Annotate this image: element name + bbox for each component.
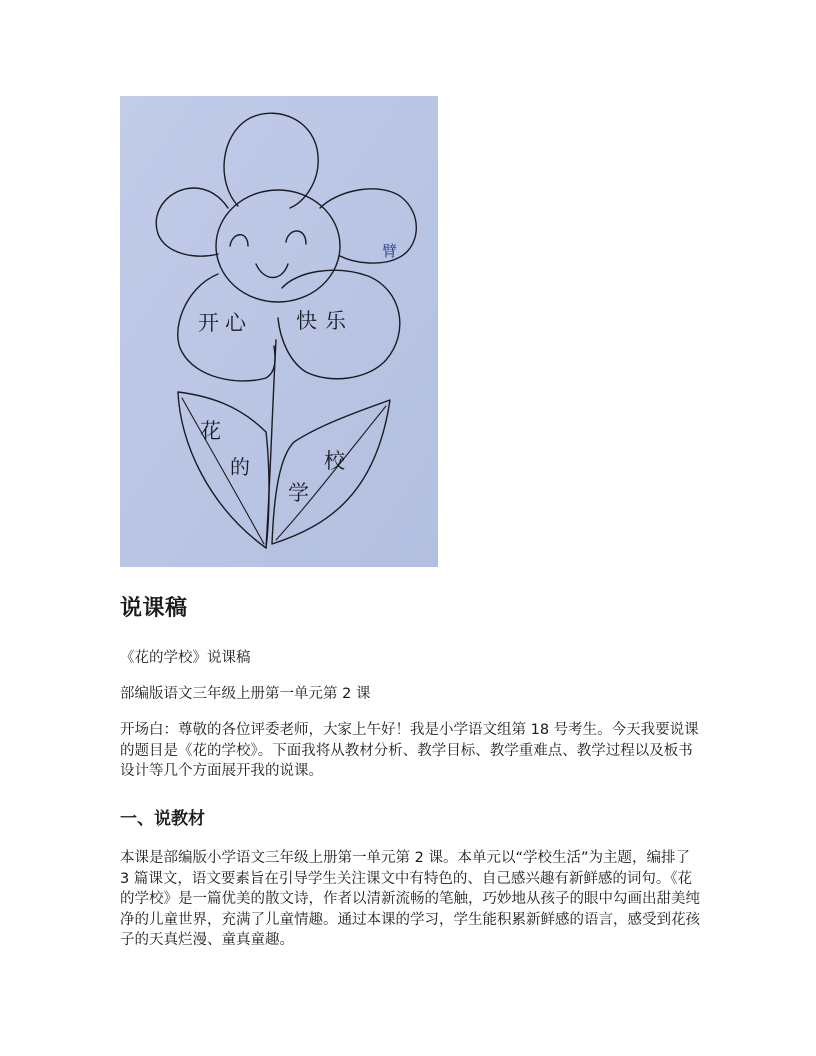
leaf-right-text-2: 校 [324,449,345,473]
signature: 臂 [382,242,398,260]
leaf-left-text-1: 花 [200,419,221,443]
unit-info: 部编版语文三年级上册第一单元第 2 课 [120,686,371,702]
document-title: 说课稿 [120,596,188,621]
textbook-paragraph: 本课是部编版小学语文三年级上册第一单元第 2 课。本单元以“学校生活”为主题，编排了 3 篇课文，语文要素旨在引导学生关注课文中有特色的、自己感兴趣有新鲜感的词句。《花的学校》是一篇优美的散文诗，作者以清新流畅的笔触，巧妙地从孩子的眼中勾画出甜美纯净的儿童世界，充满了儿童情趣。通过本课的学习，学生能积累新鲜感的语言，感受到花孩子的天真烂漫、童真童趣。 [120,850,700,948]
lesson-subtitle: 《花的学校》说课稿 [120,650,251,666]
leaf-left-text-2: 的 [230,455,250,479]
leaf-right-text-1: 学 [288,481,309,505]
paper-background [120,96,438,567]
flower-drawing [120,96,438,567]
section-heading-textbook: 一、说教材 [120,809,205,829]
flower-drawing-photo [120,96,438,567]
petal-right-text: 快乐 [296,309,354,333]
opening-paragraph: 开场白：尊敬的各位评委老师，大家上午好！我是小学语文组第 18 号考生。今天我要说课的题目是《花的学校》。下面我将从教材分析、教学目标、教学重难点、教学过程以及板书设计等几个方面展开我的说课。 [120,722,699,779]
petal-left-text: 开心 [198,311,252,335]
